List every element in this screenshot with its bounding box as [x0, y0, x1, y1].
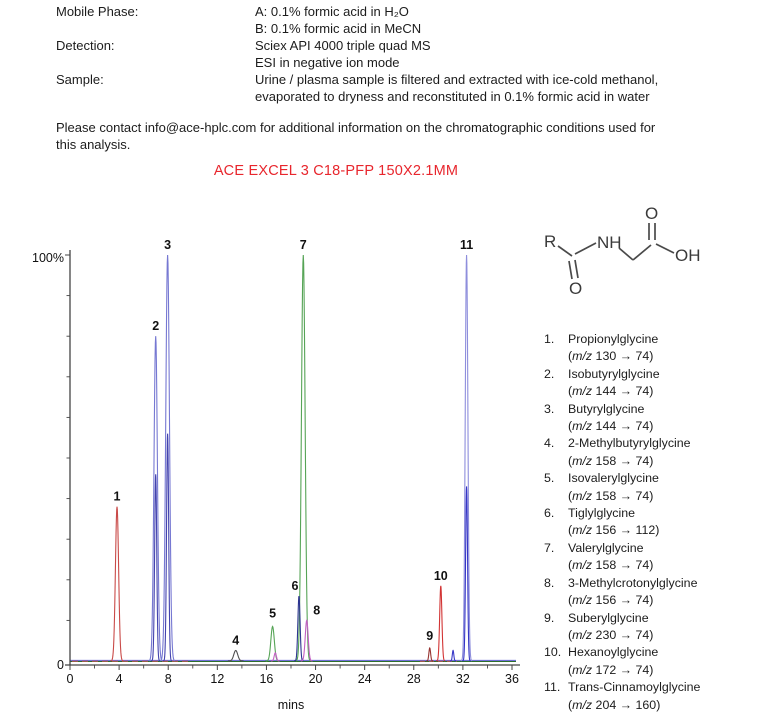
y-axis-bottom-label: 0 — [57, 658, 64, 672]
compound-name: Tiglylglycine — [568, 506, 636, 521]
condition-label: Detection: — [56, 38, 115, 53]
compound-list-item — [544, 331, 762, 366]
peak-label-9: 9 — [426, 629, 434, 644]
peak-label-11: 11 — [459, 238, 474, 252]
peak-label-6: 6 — [291, 579, 299, 594]
compound-name: Trans-Cinnamoylglycine — [568, 680, 701, 695]
compound-mz: (m/z 158 → 74) — [568, 488, 654, 503]
compound-list-item — [544, 540, 762, 575]
x-tick-label: 24 — [357, 672, 372, 686]
compound-name: 3-Methylcrotonylglycine — [568, 575, 698, 590]
acylglycine-structure — [525, 195, 762, 335]
compound-number: 11. — [544, 680, 561, 695]
condition-row-detection — [56, 37, 658, 71]
peak-trace-1 — [111, 507, 124, 661]
compound-list — [544, 331, 762, 714]
compound-name: 2-Methylbutyrylglycine — [568, 436, 691, 451]
peak-label-5: 5 — [269, 606, 277, 621]
condition-value: evaporated to dryness and reconstituted in 0.1% formic acid in water — [255, 89, 650, 104]
x-tick-label: 20 — [308, 672, 323, 686]
condition-row-sample — [56, 71, 658, 105]
compound-name: Propionylglycine — [568, 332, 659, 346]
structure-nh-label: NH — [597, 233, 622, 252]
compound-number: 8. — [544, 575, 555, 590]
compound-name: Valerylglycine — [568, 540, 644, 555]
compound-number: 7. — [544, 540, 555, 555]
compound-name: Butyrylglycine — [568, 401, 645, 416]
compound-list-item — [544, 610, 762, 645]
compound-number: 2. — [544, 366, 555, 381]
peak-label-8: 8 — [313, 603, 321, 618]
compound-mz: (m/z 144 → 74) — [568, 384, 654, 399]
y-axis-top-label: 100% — [32, 251, 64, 265]
compound-number: 1. — [544, 332, 555, 346]
contact-note-line: Please contact info@ace-hplc.com for additional information on the chromatographic conditions used for — [56, 120, 656, 135]
x-tick-label: 28 — [406, 672, 421, 686]
compound-mz: (m/z 144 → 74) — [568, 419, 654, 434]
compound-mz: (m/z 172 → 74) — [568, 662, 654, 677]
structure-o-top-label: O — [645, 204, 659, 223]
compound-list-item — [544, 435, 762, 470]
x-tick-label: 4 — [115, 672, 123, 686]
compound-number: 6. — [544, 506, 555, 521]
structure-oh-label: OH — [675, 246, 701, 265]
peak-label-10: 10 — [433, 568, 448, 583]
peak-trace-11 — [461, 255, 472, 661]
x-tick-label: 8 — [164, 672, 172, 686]
compound-list-item — [544, 505, 762, 540]
compound-number: 4. — [544, 436, 555, 451]
structure-r-label: R — [544, 232, 557, 251]
x-tick-label: 16 — [259, 672, 274, 686]
compound-number: 9. — [544, 610, 555, 625]
peak-label-1: 1 — [113, 489, 121, 504]
x-axis-label: mins — [277, 698, 305, 712]
x-tick-label: 36 — [505, 672, 519, 686]
compound-name: Isovalerylglycine — [568, 471, 659, 486]
condition-row-mobile-phase — [56, 3, 658, 37]
peak-label-3: 3 — [164, 238, 172, 252]
contact-note-line: this analysis. — [56, 137, 131, 152]
peak-trace-8 — [301, 620, 313, 661]
condition-label: Mobile Phase: — [56, 4, 139, 19]
x-tick-label: 0 — [66, 672, 74, 686]
compound-mz: (m/z 158 → 74) — [568, 453, 654, 468]
peak-trace-4 — [228, 650, 244, 661]
peak-label-4: 4 — [232, 633, 240, 648]
compound-mz: (m/z 204 → 160) — [568, 697, 661, 712]
peak-label-2: 2 — [152, 319, 160, 334]
compound-name: Suberylglycine — [568, 610, 649, 625]
peak-trace-5 — [266, 626, 280, 661]
compound-mz: (m/z 158 → 74) — [568, 558, 654, 573]
compound-list-item — [544, 366, 762, 401]
conditions-table — [56, 3, 658, 105]
condition-value: A: 0.1% formic acid in H₂O — [255, 4, 409, 19]
compound-number: 3. — [544, 401, 555, 416]
compound-number: 10. — [544, 645, 562, 660]
chromatogram — [20, 218, 530, 718]
peak-trace-9 — [426, 648, 433, 661]
compound-mz: (m/z 156 → 112) — [568, 523, 660, 538]
compound-mz: (m/z 230 → 74) — [568, 627, 654, 642]
compound-name: Hexanoylglycine — [568, 645, 659, 660]
compound-list-item — [544, 470, 762, 505]
compound-list-item — [544, 401, 762, 436]
condition-value: Urine / plasma sample is filtered and extracted with ice-cold methanol, — [255, 72, 659, 87]
structure-o-bottom-label: O — [569, 279, 583, 298]
column-title: ACE EXCEL 3 C18-PFP 150X2.1MM — [213, 163, 459, 179]
x-tick-label: 32 — [455, 672, 470, 686]
compound-mz: (m/z 130 → 74) — [568, 349, 654, 364]
compound-number: 5. — [544, 471, 555, 486]
compound-list-item — [544, 679, 762, 714]
peak-trace — [450, 650, 456, 661]
peak-trace-10 — [436, 586, 445, 661]
condition-label: Sample: — [56, 72, 104, 87]
condition-value: B: 0.1% formic acid in MeCN — [255, 21, 422, 36]
peak-label-7: 7 — [299, 238, 307, 252]
compound-name: Isobutyrylglycine — [568, 366, 660, 381]
contact-note — [56, 119, 736, 153]
condition-value: ESI in negative ion mode — [255, 55, 400, 70]
compound-mz: (m/z 156 → 74) — [568, 593, 654, 608]
compound-list-item — [544, 644, 762, 679]
condition-value: Sciex API 4000 triple quad MS — [255, 38, 431, 53]
x-tick-label: 12 — [210, 672, 225, 686]
compound-list-item — [544, 575, 762, 610]
